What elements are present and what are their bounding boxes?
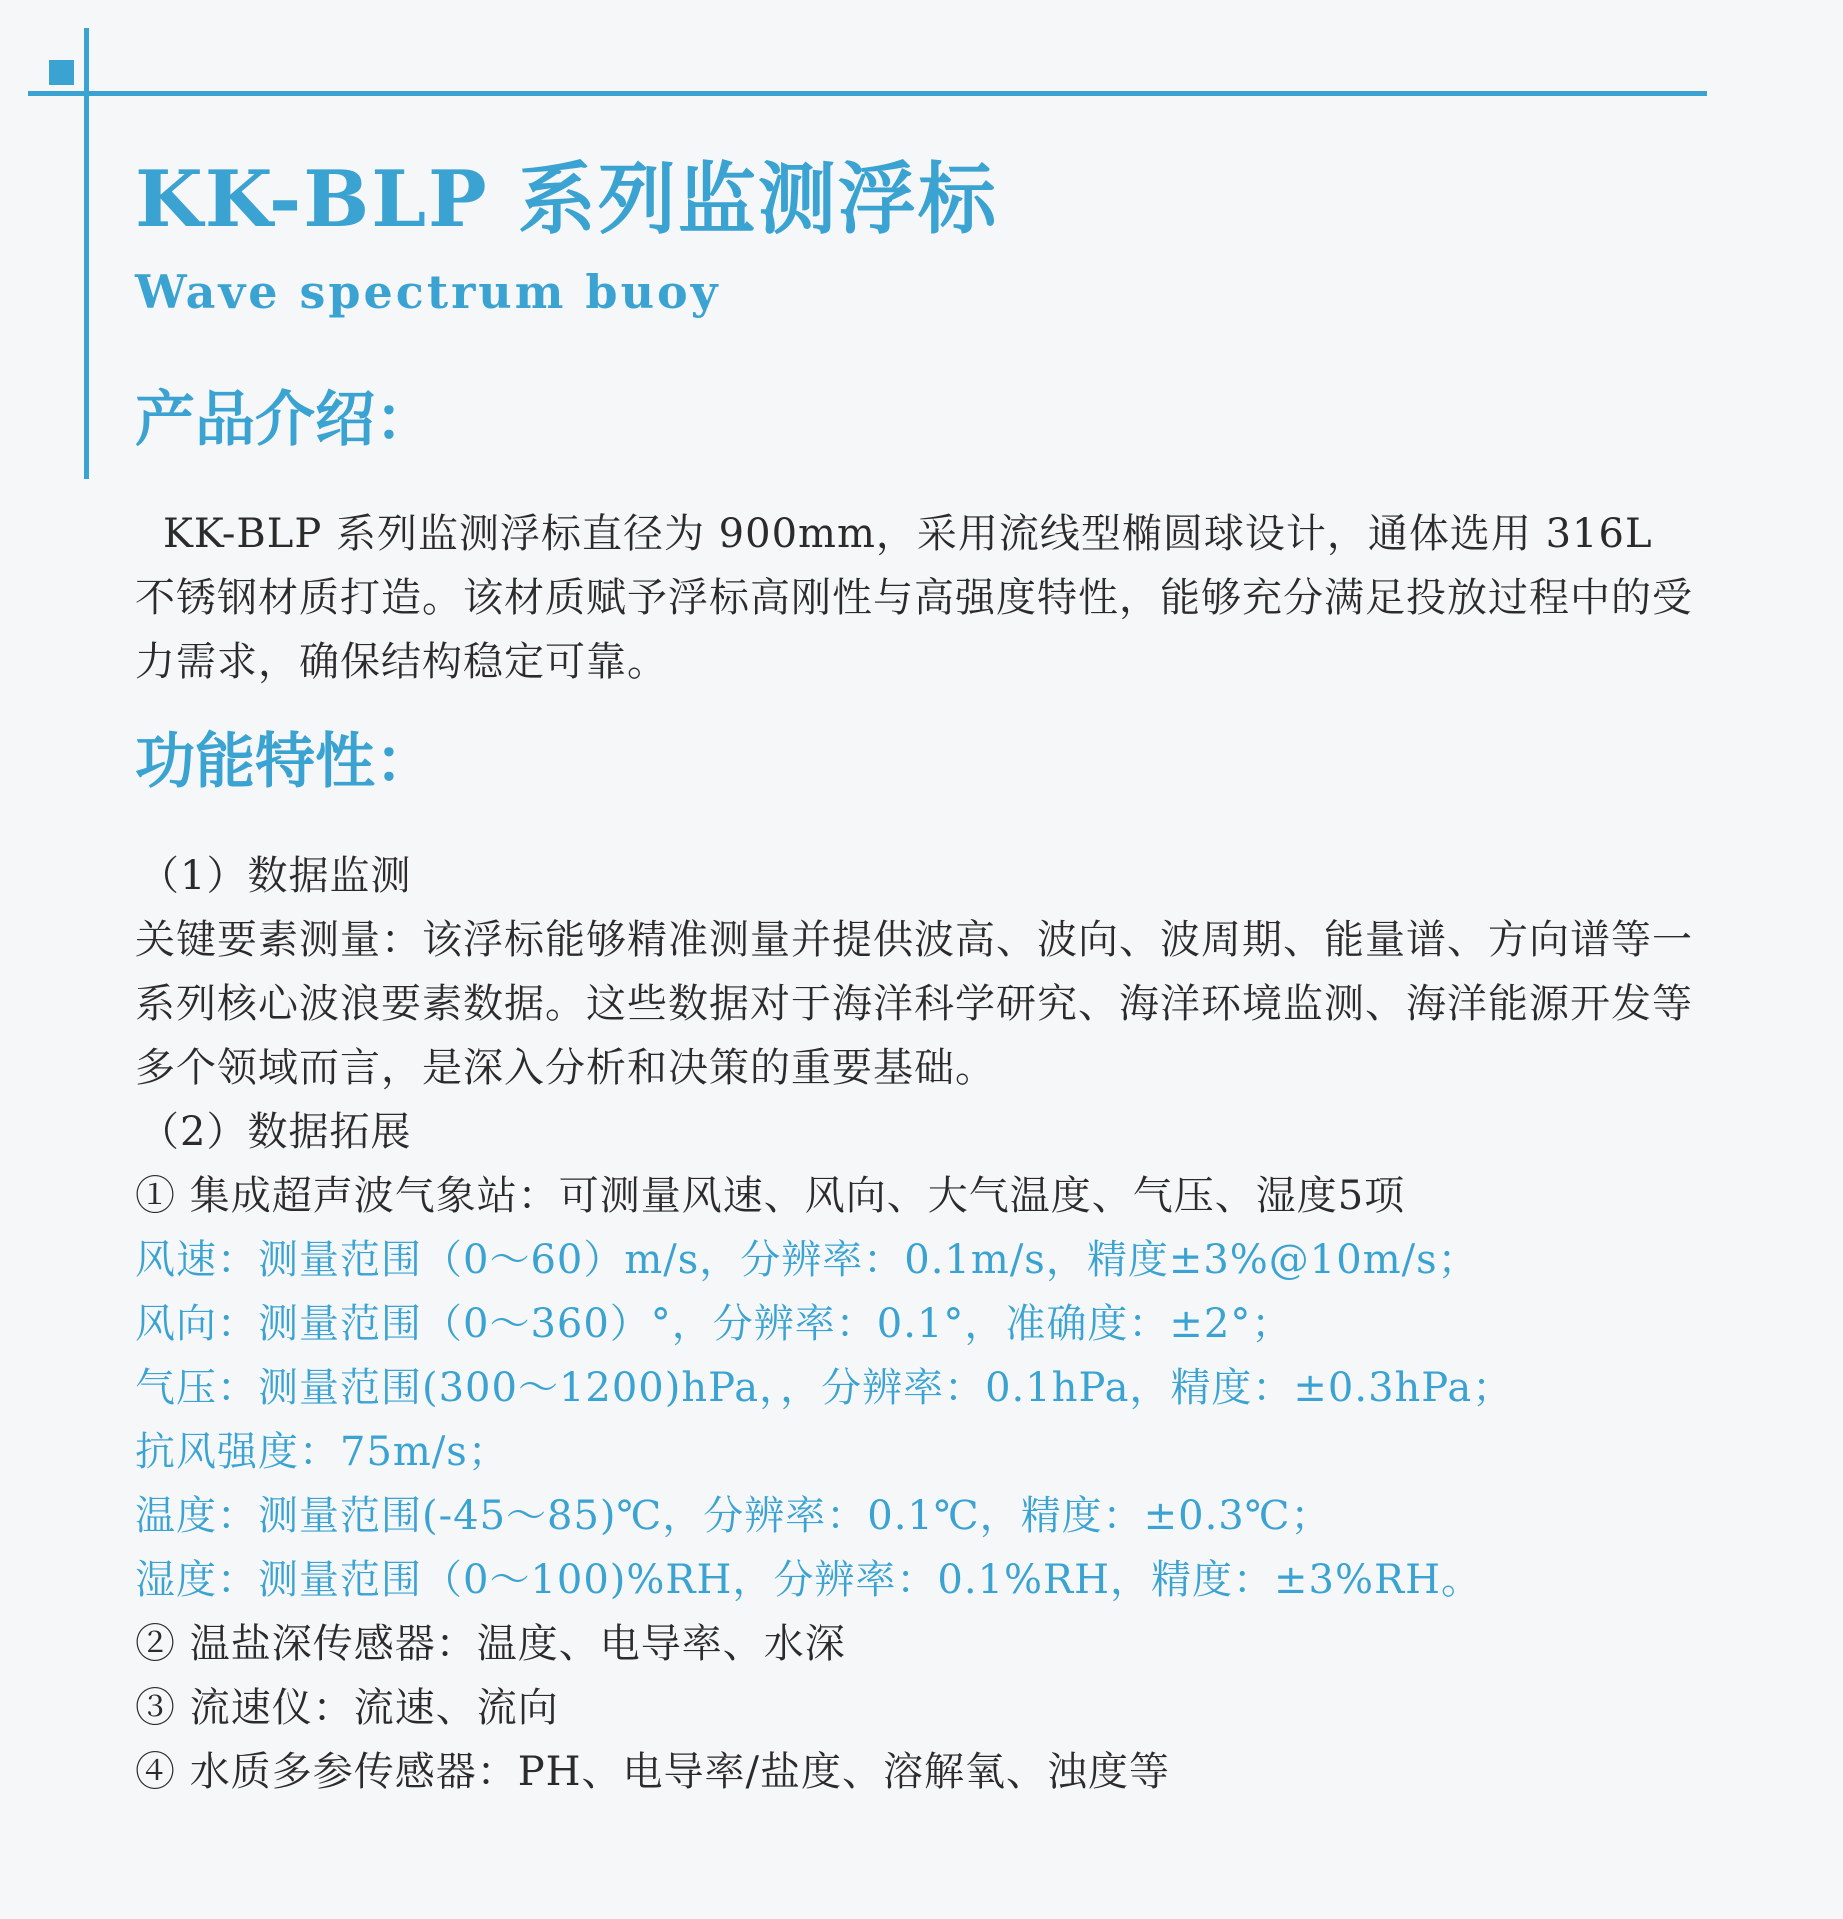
features-list <box>135 844 1695 1804</box>
data-monitoring-paragraph: 关键要素测量：该浮标能够精准测量并提供波高、波向、波周期、能量谱、方向谱等一系列核心波浪要素数据。这些数据对于海洋科学研究、海洋环境监测、海洋能源开发等多个领域而言，是深入分析和决策的重要基础。 <box>135 917 1693 1091</box>
data-expansion-heading: （2）数据拓展 <box>139 1109 412 1155</box>
water-quality-sensor-item: ④ 水质多参传感器：PH、电导率/盐度、溶解氧、浊度等 <box>135 1749 1170 1795</box>
document-body <box>135 150 1695 1804</box>
spec-wind-speed: 风速：测量范围（0～60）m/s，分辨率：0.1m/s，精度±3%@10m/s； <box>135 1237 1479 1283</box>
data-monitoring-heading: （1）数据监测 <box>139 853 412 899</box>
spec-humidity: 湿度：测量范围（0～100)%RH，分辨率：0.1%RH，精度：±3%RH。 <box>135 1557 1483 1603</box>
spec-temperature: 温度：测量范围(-45～85)℃，分辨率：0.1℃，精度：±0.3℃； <box>135 1493 1332 1539</box>
spec-wind-resistance: 抗风强度：75m/s； <box>135 1429 509 1475</box>
features-heading: 功能特性： <box>135 727 435 797</box>
header-horizontal-rule <box>28 91 1707 96</box>
weather-station-item: ① 集成超声波气象站：可测量风速、风向、大气温度、气压、湿度5项 <box>135 1173 1406 1219</box>
intro-heading: 产品介绍： <box>135 385 435 455</box>
ctd-sensor-item: ② 温盐深传感器：温度、电导率、水深 <box>135 1621 846 1667</box>
corner-square-marker <box>49 60 74 85</box>
product-subtitle: Wave spectrum buoy <box>135 265 721 319</box>
current-meter-item: ③ 流速仪：流速、流向 <box>135 1685 559 1731</box>
spec-air-pressure: 气压：测量范围(300～1200)hPa，，分辨率：0.1hPa，精度：±0.3hPa； <box>135 1365 1514 1411</box>
intro-paragraph: KK-BLP 系列监测浮标直径为 900mm，采用流线型椭圆球设计，通体选用 316L 不锈钢材质打造。该材质赋予浮标高刚性与高强度特性，能够充分满足投放过程中的受力需求，确保结构稳定可靠。 <box>135 511 1693 685</box>
product-title: KK-BLP 系列监测浮标 <box>135 154 998 245</box>
header-vertical-rule <box>84 28 89 479</box>
spec-wind-direction: 风向：测量范围（0～360）°，分辨率：0.1°，准确度：±2°； <box>135 1301 1293 1347</box>
